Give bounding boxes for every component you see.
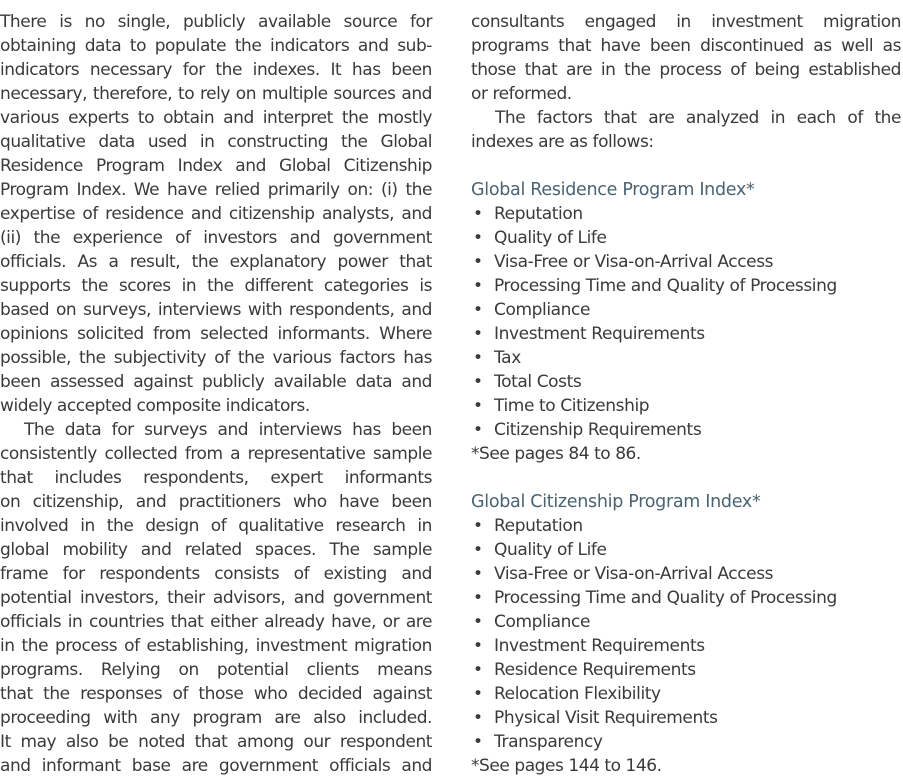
list-item: [471, 730, 901, 754]
bullet-icon: •: [473, 420, 483, 440]
list-item: [471, 346, 901, 370]
bullet-icon: •: [473, 252, 483, 272]
list-item-label: Citizenship Requirements: [494, 420, 702, 440]
list-item: [471, 682, 901, 706]
text-line: Residence Program Index and Global Citizenship: [0, 156, 432, 176]
list-item-label: Compliance: [494, 612, 591, 632]
spacer: [471, 154, 901, 178]
text-line: programs that have been discontinued as well as: [471, 36, 901, 56]
bullet-icon: •: [473, 708, 483, 728]
bullet-icon: •: [473, 300, 483, 320]
text-line: been assessed against publicly available data and: [0, 372, 432, 392]
paragraph-factors: [471, 106, 901, 154]
factor-list: [471, 514, 901, 754]
text-line: that the responses of those who decided against: [0, 684, 432, 704]
bullet-icon: •: [473, 612, 483, 632]
text-line: Program Index. We have relied primarily on: (i) the: [0, 180, 432, 200]
text-line: possible, the subjectivity of the various factors has: [0, 348, 432, 368]
bullet-icon: •: [473, 660, 483, 680]
list-item: [471, 250, 901, 274]
text-line: There is no single, publicly available source for: [0, 12, 432, 32]
bullet-icon: •: [473, 684, 483, 704]
list-item-label: Processing Time and Quality of Processing: [494, 276, 837, 296]
list-item: [471, 634, 901, 658]
text-line: indicators necessary for the indexes. It has been: [0, 60, 432, 80]
text-line: indexes are as follows:: [471, 132, 654, 152]
bullet-icon: •: [473, 636, 483, 656]
bullet-icon: •: [473, 564, 483, 584]
list-item-label: Visa-Free or Visa-on-Arrival Access: [494, 564, 774, 584]
text-line: and informant base are government officials and: [0, 756, 432, 776]
list-item: [471, 514, 901, 538]
text-line: proceeding with any program are also included.: [0, 708, 432, 728]
list-item-label: Physical Visit Requirements: [494, 708, 718, 728]
list-item: [471, 298, 901, 322]
left-column: [0, 10, 432, 778]
list-item: [471, 658, 901, 682]
list-item-label: Reputation: [494, 516, 583, 536]
list-item-label: Total Costs: [494, 372, 582, 392]
list-item: [471, 418, 901, 442]
list-item-label: Time to Citizenship: [494, 396, 650, 416]
bullet-icon: •: [473, 588, 483, 608]
text-line: obtaining data to populate the indicators and sub-: [0, 36, 432, 56]
text-line: various experts to obtain and interpret the mostly: [0, 108, 432, 128]
list-item-label: Residence Requirements: [494, 660, 696, 680]
bullet-icon: •: [473, 228, 483, 248]
text-line: consistently collected from a representative sample: [0, 444, 432, 464]
text-line: expertise of residence and citizenship analysts, and: [0, 204, 432, 224]
text-line: necessary, therefore, to rely on multiple sources and: [0, 84, 432, 104]
list-item: [471, 706, 901, 730]
text-line: based on surveys, interviews with respondents, and: [0, 300, 432, 320]
paragraph-data-sources: [0, 10, 432, 418]
bullet-icon: •: [473, 276, 483, 296]
text-line: programs. Relying on potential clients means: [0, 660, 432, 680]
list-item-label: Relocation Flexibility: [494, 684, 661, 704]
text-line: those that are in the process of being established: [471, 60, 901, 80]
list-item: [471, 322, 901, 346]
text-line: consultants engaged in investment migration: [471, 12, 901, 32]
bullet-icon: •: [473, 396, 483, 416]
text-line: qualitative data used in constructing the Global: [0, 132, 432, 152]
text-line: It may also be noted that among our respondent: [0, 732, 432, 752]
bullet-icon: •: [473, 732, 483, 752]
footnote: *See pages 84 to 86.: [471, 444, 641, 464]
bullet-icon: •: [473, 348, 483, 368]
spacer: [471, 466, 901, 490]
text-line: frame for respondents consists of existing and: [0, 564, 432, 584]
bullet-icon: •: [473, 324, 483, 344]
citizenship-index-section: [471, 490, 901, 778]
text-line: in the process of establishing, investment migration: [0, 636, 432, 656]
list-item: [471, 202, 901, 226]
list-item-label: Quality of Life: [494, 228, 607, 248]
right-column: [471, 10, 901, 778]
bullet-icon: •: [473, 204, 483, 224]
text-line: supports the scores in the different categories is: [0, 276, 432, 296]
list-item-label: Investment Requirements: [494, 324, 705, 344]
list-item-label: Transparency: [494, 732, 603, 752]
list-item: [471, 610, 901, 634]
list-item-label: Compliance: [494, 300, 591, 320]
text-line: widely accepted composite indicators.: [0, 396, 310, 416]
list-item: [471, 586, 901, 610]
text-line: or reformed.: [471, 84, 572, 104]
list-item-label: Visa-Free or Visa-on-Arrival Access: [494, 252, 774, 272]
text-line: The factors that are analyzed in each of the: [495, 108, 901, 128]
paragraph-consultants: [471, 10, 901, 106]
list-item: [471, 538, 901, 562]
list-item-label: Reputation: [494, 204, 583, 224]
bullet-icon: •: [473, 372, 483, 392]
section-heading: Global Residence Program Index*: [471, 180, 755, 200]
list-item: [471, 370, 901, 394]
list-item-label: Quality of Life: [494, 540, 607, 560]
text-line: The data for surveys and interviews has been: [24, 420, 432, 440]
list-item: [471, 226, 901, 250]
text-line: on citizenship, and practitioners who have been: [0, 492, 432, 512]
text-line: global mobility and related spaces. The sample: [0, 540, 432, 560]
bullet-icon: •: [473, 540, 483, 560]
text-line: that includes respondents, expert informants: [0, 468, 432, 488]
list-item-label: Investment Requirements: [494, 636, 705, 656]
text-line: officials. As a result, the explanatory power that: [0, 252, 432, 272]
list-item: [471, 274, 901, 298]
list-item: [471, 562, 901, 586]
factor-list: [471, 202, 901, 442]
footnote: *See pages 144 to 146.: [471, 756, 662, 776]
list-item: [471, 394, 901, 418]
text-line: officials in countries that either already have, or are: [0, 612, 432, 632]
list-item-label: Tax: [494, 348, 521, 368]
text-line: opinions solicited from selected informants. Where: [0, 324, 432, 344]
residence-index-section: [471, 178, 901, 466]
text-line: involved in the design of qualitative research in: [0, 516, 432, 536]
section-heading: Global Citizenship Program Index*: [471, 492, 761, 512]
list-item-label: Processing Time and Quality of Processing: [494, 588, 837, 608]
text-line: potential investors, their advisors, and government: [0, 588, 432, 608]
bullet-icon: •: [473, 516, 483, 536]
paragraph-surveys: [0, 418, 432, 778]
text-line: (ii) the experience of investors and government: [0, 228, 432, 248]
